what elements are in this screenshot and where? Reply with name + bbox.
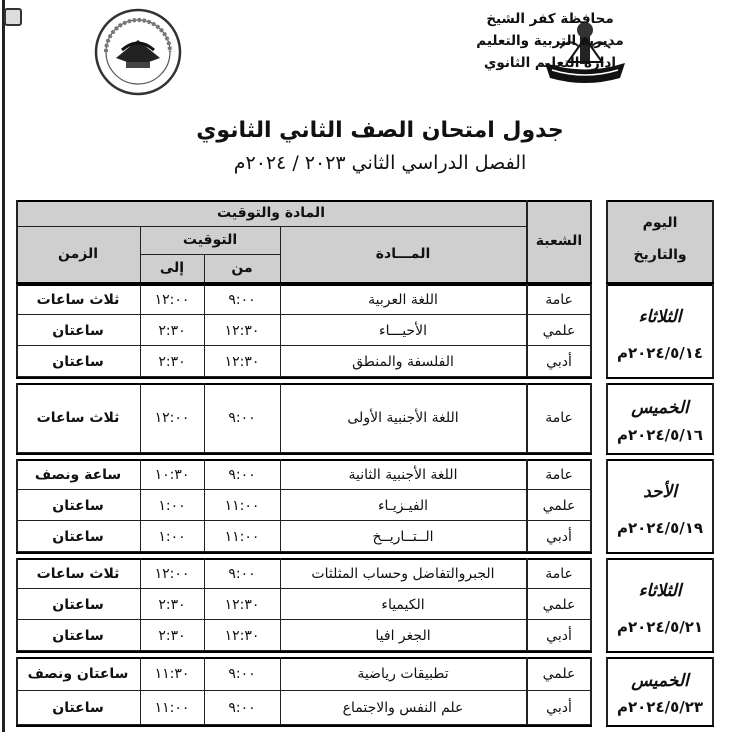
table-rule: [204, 459, 205, 552]
row-to: ١:٠٠: [158, 528, 186, 545]
staple-icon: [4, 8, 22, 26]
day-date: ٢٠٢٤/٥/٢١م: [616, 617, 704, 636]
row-from: ١٢:٣٠: [224, 322, 260, 339]
table-rule: [204, 657, 205, 725]
row-branch: علمي: [542, 497, 576, 514]
row-branch: عامة: [545, 291, 573, 308]
table-rule: [140, 284, 141, 377]
day-name: الخميس: [631, 671, 689, 692]
table-rule: [606, 558, 714, 560]
row-to: ١٢:٠٠: [154, 565, 190, 582]
table-rule: [16, 226, 526, 227]
header-governorate: محافظة كفر الشيخ: [486, 11, 614, 27]
row-duration: ساعتان: [52, 596, 104, 613]
row-subject: الجغر افيا: [375, 627, 431, 644]
page-subtitle: الفصل الدراسي الثاني ٢٠٢٣ / ٢٠٢٤م: [233, 152, 527, 174]
table-rule: [16, 284, 592, 286]
table-rule: [526, 459, 528, 552]
row-subject: الفلسفة والمنطق: [352, 353, 454, 370]
header-branch: الشعبة: [535, 233, 583, 249]
table-rule: [606, 284, 714, 286]
row-duration: ساعتان: [52, 497, 104, 514]
table-rule: [712, 558, 714, 651]
row-from: ٩:٠٠: [228, 565, 256, 582]
table-rule: [16, 284, 18, 377]
row-subject: الجبروالتفاضل وحساب المثلثات: [311, 565, 495, 582]
row-subject: اللغة العربية: [368, 291, 438, 308]
table-rule: [712, 459, 714, 552]
schedule-table: [16, 200, 592, 730]
row-duration: ثلاث ساعات: [36, 291, 120, 308]
table-rule: [590, 558, 592, 651]
row-to: ١٠:٣٠: [154, 466, 190, 483]
table-rule: [280, 558, 281, 651]
table-rule: [606, 459, 714, 461]
table-rule: [606, 200, 608, 282]
row-to: ١٢:٠٠: [154, 410, 190, 426]
row-duration: ساعتان: [52, 353, 104, 370]
day-name: الأحد: [643, 482, 677, 503]
table-rule: [16, 453, 592, 455]
row-from: ٩:٠٠: [228, 666, 256, 682]
table-rule: [606, 558, 608, 651]
table-rule: [16, 725, 592, 727]
table-rule: [16, 459, 18, 552]
row-from: ٩:٠٠: [228, 466, 256, 483]
header-directorate: مديرية التربية والتعليم: [476, 33, 624, 49]
row-to: ١٢:٠٠: [154, 291, 190, 308]
row-subject: اللغة الأجنبية الأولى: [347, 410, 459, 426]
table-rule: [16, 552, 592, 554]
row-branch: أدبي: [546, 353, 572, 370]
day-name: الثلاثاء: [638, 581, 682, 602]
header-timing: التوقيت: [182, 232, 238, 248]
row-branch: أدبي: [546, 627, 572, 644]
table-rule: [606, 657, 608, 725]
row-subject: الفيـزيـاء: [377, 497, 429, 514]
row-branch: أدبي: [546, 528, 572, 545]
row-from: ٩:٠٠: [228, 700, 256, 716]
row-to: ٢:٣٠: [158, 627, 186, 644]
table-rule: [590, 284, 592, 377]
table-rule: [526, 657, 528, 725]
table-rule: [204, 284, 205, 377]
table-rule: [526, 558, 528, 651]
table-rule: [712, 284, 714, 377]
row-to: ١١:٣٠: [154, 666, 190, 682]
table-rule: [204, 558, 205, 651]
row-branch: عامة: [545, 410, 573, 426]
table-rule: [606, 552, 714, 554]
table-rule: [140, 254, 280, 255]
row-subject: اللغة الأجنبية الثانية: [348, 466, 458, 483]
table-rule: [712, 657, 714, 725]
header-duration: الزمن: [57, 246, 99, 262]
table-rule: [606, 377, 714, 379]
table-rule: [606, 459, 608, 552]
row-to: ٢:٣٠: [158, 596, 186, 613]
row-duration: ساعتان: [52, 528, 104, 545]
row-subject: علم النفس والاجتماع: [342, 700, 464, 716]
row-duration: ساعتان: [52, 700, 104, 716]
table-rule: [606, 657, 714, 659]
row-duration: ثلاث ساعات: [36, 410, 120, 426]
table-rule: [590, 383, 592, 453]
header-subject: المـــادة: [375, 246, 431, 262]
table-rule: [16, 558, 592, 560]
table-rule: [280, 459, 281, 552]
row-from: ٩:٠٠: [228, 291, 256, 308]
table-rule: [140, 226, 141, 282]
row-duration: ثلاث ساعات: [36, 565, 120, 582]
row-branch: أدبي: [546, 700, 572, 716]
day-date-column: [606, 200, 714, 730]
row-to: ١١:٠٠: [154, 700, 190, 716]
row-duration: ساعة ونصف: [34, 466, 122, 483]
row-branch: عامة: [545, 466, 573, 483]
row-from: ٩:٠٠: [228, 410, 256, 426]
table-rule: [280, 657, 281, 725]
row-from: ١١:٠٠: [224, 497, 260, 514]
row-from: ١١:٠٠: [224, 528, 260, 545]
page-title: جدول امتحان الصف الثاني الثانوي: [196, 118, 564, 143]
row-from: ١٢:٣٠: [224, 353, 260, 370]
table-rule: [606, 383, 608, 453]
header-administration: إدارة التعليم الثانوي: [484, 55, 616, 71]
header-from: من: [231, 260, 253, 276]
table-rule: [590, 459, 592, 552]
row-subject: الــتــاريــخ: [372, 528, 434, 545]
table-rule: [606, 725, 714, 727]
table-rule: [16, 459, 592, 461]
table-rule: [712, 200, 714, 282]
table-rule: [140, 459, 141, 552]
table-rule: [590, 200, 592, 282]
table-rule: [526, 284, 528, 377]
table-rule: [606, 383, 714, 385]
table-rule: [280, 226, 281, 282]
row-subject: تطبيقات رياضية: [357, 666, 449, 682]
day-name: الثلاثاء: [638, 307, 682, 328]
day-date: ٢٠٢٤/٥/١٩م: [616, 518, 704, 537]
day-date: ٢٠٢٤/٥/١٦م: [616, 425, 704, 444]
table-rule: [16, 200, 592, 202]
table-rule: [204, 383, 205, 453]
header-block: [380, 8, 720, 74]
table-rule: [606, 651, 714, 653]
table-rule: [140, 383, 141, 453]
table-rule: [204, 254, 205, 282]
row-to: ١:٠٠: [158, 497, 186, 514]
table-rule: [16, 651, 592, 653]
table-rule: [280, 284, 281, 377]
row-from: ١٢:٣٠: [224, 596, 260, 613]
table-rule: [526, 200, 528, 282]
table-rule: [16, 558, 18, 651]
row-to: ٢:٣٠: [158, 322, 186, 339]
row-from: ١٢:٣٠: [224, 627, 260, 644]
row-duration: ساعتان: [52, 322, 104, 339]
table-rule: [140, 657, 141, 725]
day-date: ٢٠٢٤/٥/٢٣م: [616, 698, 704, 717]
day-date: ٢٠٢٤/٥/١٤م: [616, 343, 704, 362]
table-rule: [280, 383, 281, 453]
row-branch: عامة: [545, 565, 573, 582]
header-date: والتاريخ: [633, 247, 687, 263]
row-to: ٢:٣٠: [158, 353, 186, 370]
table-rule: [16, 383, 18, 453]
table-rule: [140, 558, 141, 651]
table-rule: [16, 383, 592, 385]
row-branch: علمي: [542, 322, 576, 339]
row-duration: ساعتان ونصف: [27, 666, 129, 682]
row-branch: علمي: [542, 666, 576, 682]
table-rule: [526, 383, 528, 453]
header-to: إلى: [159, 260, 185, 276]
table-rule: [606, 453, 714, 455]
table-rule: [590, 657, 592, 725]
table-rule: [16, 657, 18, 725]
table-rule: [712, 383, 714, 453]
table-rule: [16, 657, 592, 659]
table-rule: [606, 200, 714, 202]
page-edge: [2, 0, 5, 732]
table-rule: [16, 200, 18, 282]
row-branch: علمي: [542, 596, 576, 613]
row-duration: ساعتان: [52, 627, 104, 644]
header-subject-time: المادة والتوقيت: [217, 205, 325, 221]
row-subject: الكيمياء: [381, 596, 425, 613]
day-name: الخميس: [631, 398, 689, 419]
row-subject: الأحيـــاء: [379, 322, 427, 339]
directorate-seal-icon: [92, 6, 184, 98]
header-day: اليوم: [642, 215, 678, 231]
table-rule: [606, 284, 608, 377]
table-rule: [16, 377, 592, 379]
